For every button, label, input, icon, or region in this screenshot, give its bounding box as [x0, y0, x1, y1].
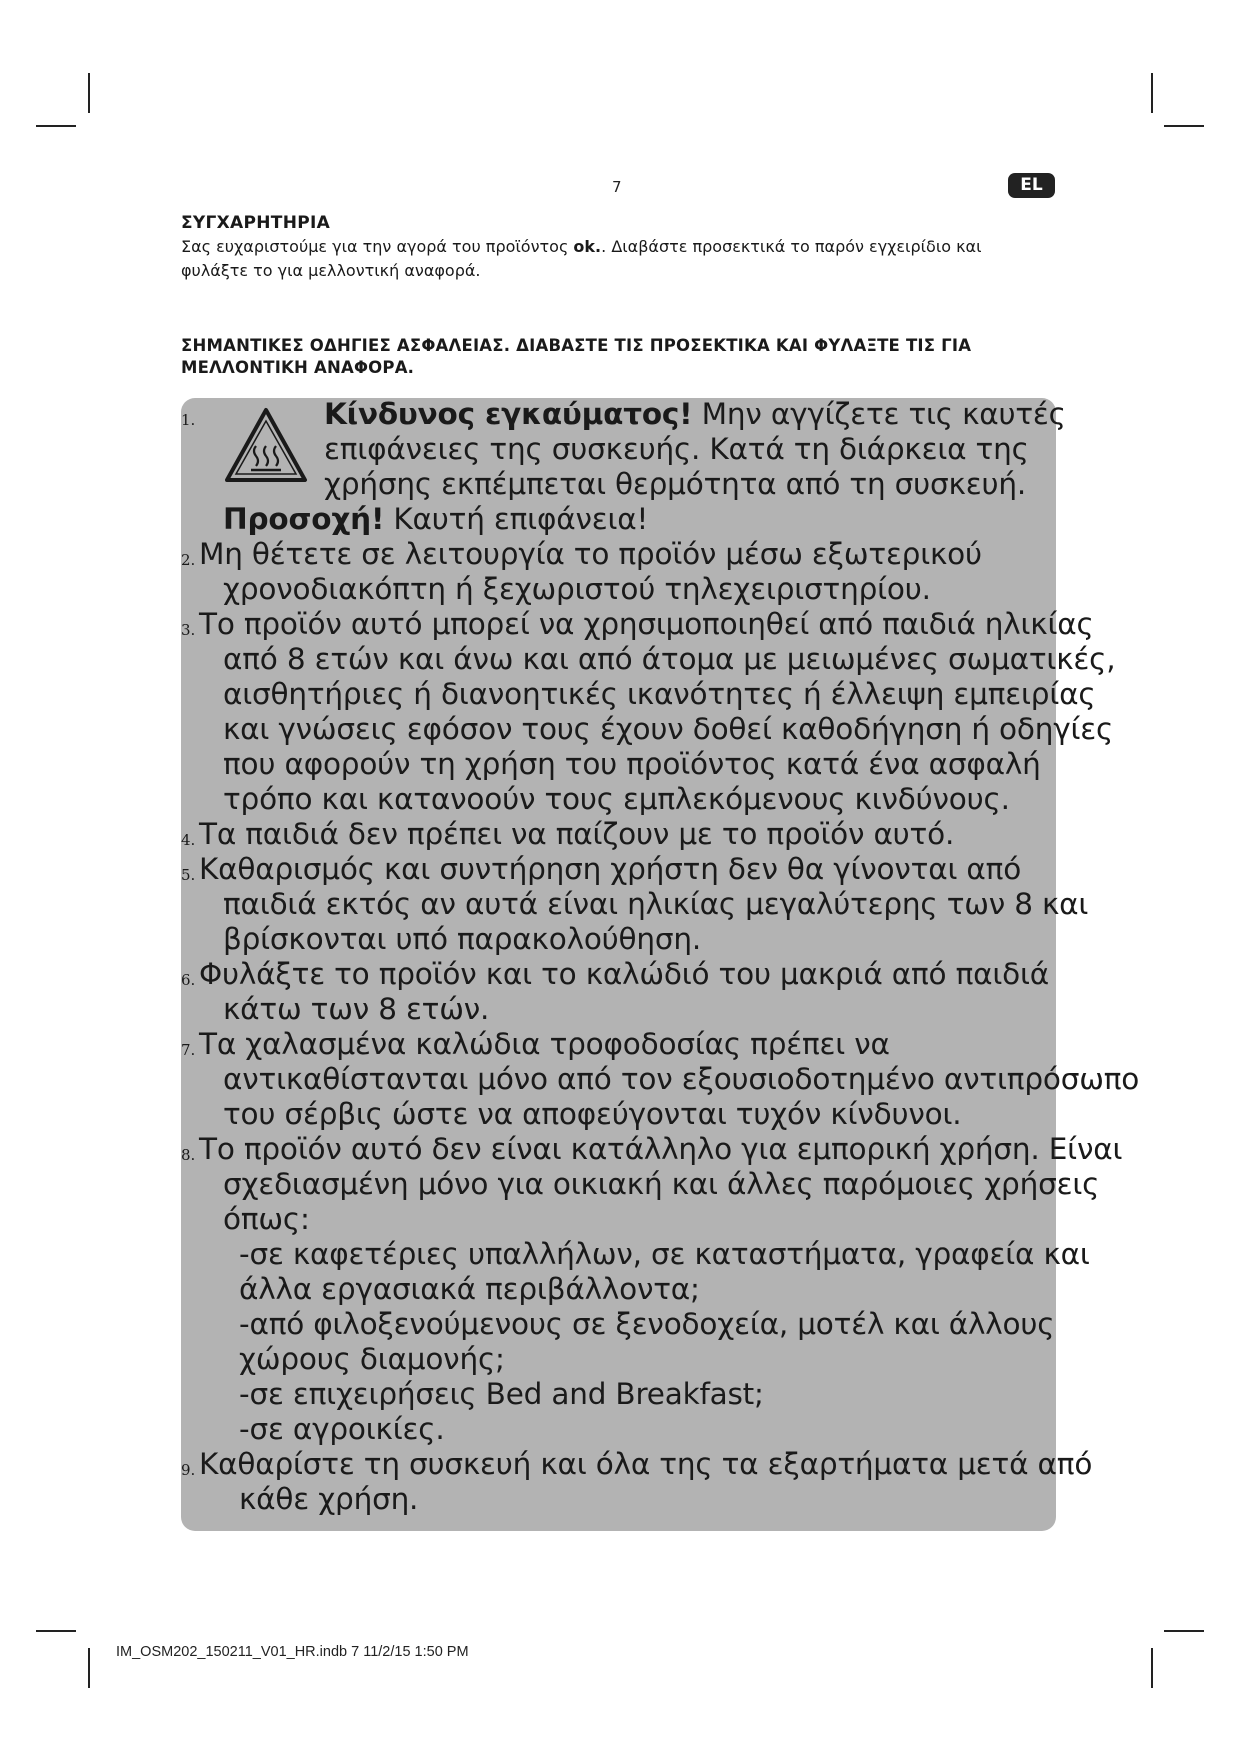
item-number: 1.	[181, 411, 196, 429]
crop-mark	[88, 73, 90, 113]
crop-mark	[88, 1648, 90, 1688]
congratulations-text	[181, 235, 1061, 283]
item-7-line: του σέρβις ώστε να αποφεύγονται τυχόν κίνδυνοι.	[223, 1097, 962, 1131]
item-3-line: από 8 ετών και άνω και από άτομα με μειωμένες σωματικές,	[223, 642, 1116, 676]
print-slug: IM_OSM202_150211_V01_HR.indb 7 11/2/15 1:50 PM	[116, 1644, 469, 1660]
item-5-line: Καθαρισμός και συντήρηση χρήστη δεν θα γίνονται από	[199, 852, 1022, 886]
burn-danger-label: Κίνδυνος εγκαύματος!	[324, 397, 693, 431]
crop-mark	[36, 1630, 76, 1632]
item-4-line: Τα παιδιά δεν πρέπει να παίζουν με το προϊόν αυτό.	[199, 817, 955, 851]
page-number: 7	[612, 178, 622, 196]
item-number: 5.	[181, 866, 196, 884]
item-6-line: Φυλάξτε το προϊόν και το καλώδιό του μακριά από παιδιά	[199, 957, 1050, 991]
item-3-line: τρόπο και κατανοούν τους εμπλεκόμενους κινδύνους.	[223, 782, 1010, 816]
item-5-line: παιδιά εκτός αν αυτά είναι ηλικίας μεγαλύτερης των 8 και	[223, 887, 1089, 921]
brand-name: ok.	[573, 237, 602, 256]
item-9-line: Καθαρίστε τη συσκευή και όλα της τα εξαρτήματα μετά από	[199, 1447, 1093, 1481]
safety-heading-line2: ΜΕΛΛΟΝΤΙΚΗ ΑΝΑΦΟΡΑ.	[181, 358, 415, 377]
item-8-line: όπως:	[223, 1202, 310, 1236]
item-8-subline: χώρους διαμονής;	[239, 1342, 505, 1376]
item-number: 2.	[181, 551, 196, 569]
item-1-line: επιφάνειες της συσκευής. Κατά τη διάρκεια της	[324, 432, 1029, 466]
item-8-subline: άλλα εργασιακά περιβάλλοντα;	[239, 1272, 700, 1306]
item-number: 3.	[181, 621, 196, 639]
item-3-line: που αφορούν τη χρήση του προϊόντος κατά ένα ασφαλή	[223, 747, 1041, 781]
crop-mark	[1164, 125, 1204, 127]
hot-surface-warning-icon	[223, 406, 309, 486]
item-3-line: αισθητήριες ή διανοητικές ικανότητες ή έλλειψη εμπειρίας	[223, 677, 1096, 711]
item-3-line: και γνώσεις εφόσον τους έχουν δοθεί καθοδήγηση ή οδηγίες	[223, 712, 1114, 746]
item-8-subline: -σε καφετέριες υπαλλήλων, σε καταστήματα, γραφεία και	[239, 1237, 1090, 1271]
congratulations-text-line2: φυλάξτε το για μελλοντική αναφορά.	[181, 261, 481, 280]
item-8-line: σχεδιασμένη μόνο για οικιακή και άλλες παρόμοιες χρήσεις	[223, 1167, 1100, 1201]
safety-instructions-heading	[181, 335, 1061, 379]
crop-mark	[1164, 1630, 1204, 1632]
item-1-line: χρήσης εκπέμπεται θερμότητα από τη συσκευή.	[324, 467, 1027, 501]
congratulations-text-end: . Διαβάστε προσεκτικά το παρόν εγχειρίδιο και	[601, 237, 982, 256]
crop-mark	[36, 125, 76, 127]
item-3-line: Το προϊόν αυτό μπορεί να χρησιμοποιηθεί από παιδιά ηλικίας	[199, 607, 1094, 641]
language-badge: EL	[1008, 173, 1055, 198]
item-5-line: βρίσκονται υπό παρακολούθηση.	[223, 922, 702, 956]
item-2-line: Μη θέτετε σε λειτουργία το προϊόν μέσω εξωτερικού	[199, 537, 982, 571]
congratulations-heading: ΣΥΓΧΑΡΗΤΗΡΙΑ	[181, 213, 331, 233]
item-2-line: χρονοδιακόπτη ή ξεχωριστού τηλεχειριστηρίου.	[223, 572, 931, 606]
item-1-caution	[223, 502, 648, 536]
item-7-line: αντικαθίστανται μόνο από τον εξουσιοδοτημένο αντιπρόσωπο	[223, 1062, 1140, 1096]
item-number: 7.	[181, 1041, 196, 1059]
safety-heading-line1: ΣΗΜΑΝΤΙΚΕΣ ΟΔΗΓΙΕΣ ΑΣΦΑΛΕΙΑΣ. ΔΙΑΒΑΣΤΕ ΤΙΣ ΠΡΟΣΕΚΤΙΚΑ ΚΑΙ ΦΥΛΑΞΤΕ ΤΙΣ ΓΙΑ	[181, 336, 972, 355]
item-1-line	[324, 397, 1066, 431]
crop-mark	[1151, 1648, 1153, 1688]
item-7-line: Τα χαλασμένα καλώδια τροφοδοσίας πρέπει να	[199, 1027, 890, 1061]
caution-text: Καυτή επιφάνεια!	[384, 502, 649, 536]
item-8-subline: -σε αγροικίες.	[239, 1412, 445, 1446]
caution-label: Προσοχή!	[223, 502, 385, 536]
item-8-subline: -σε επιχειρήσεις Bed and Breakfast;	[239, 1377, 764, 1411]
congratulations-section	[181, 213, 1061, 283]
item-number: 4.	[181, 831, 196, 849]
item-8-subline: -από φιλοξενούμενους σε ξενοδοχεία, μοτέλ και άλλους	[239, 1307, 1055, 1341]
item-6-line: κάτω των 8 ετών.	[223, 992, 490, 1026]
item-number: 9.	[181, 1461, 196, 1479]
item-9-line: κάθε χρήση.	[239, 1482, 419, 1516]
item-number: 6.	[181, 971, 196, 989]
item-8-line: Το προϊόν αυτό δεν είναι κατάλληλο για εμπορική χρήση. Είναι	[199, 1132, 1123, 1166]
congratulations-text-start: Σας ευχαριστούμε για την αγορά του προϊόντος	[181, 237, 574, 256]
item-1-text: Μην αγγίζετε τις καυτές	[692, 397, 1066, 431]
item-number: 8.	[181, 1146, 196, 1164]
crop-mark	[1151, 73, 1153, 113]
